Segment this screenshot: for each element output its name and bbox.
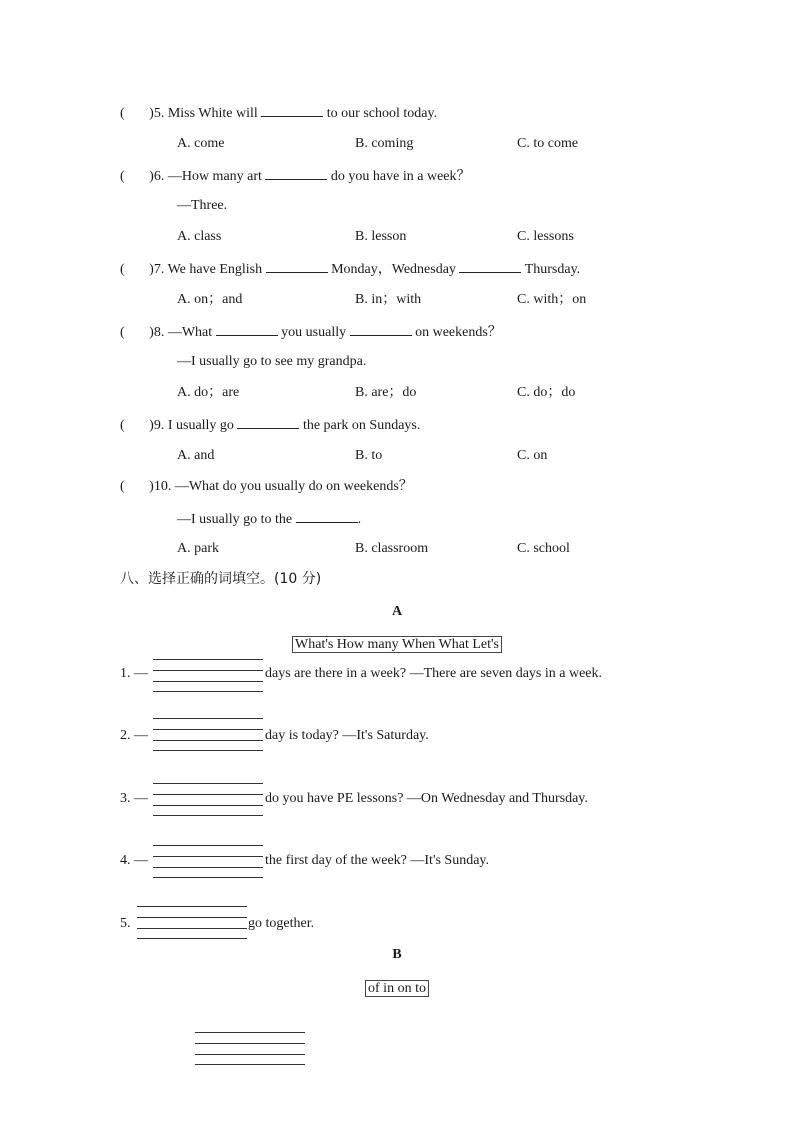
fill-item-text: the first day of the week? —It's Sunday.	[265, 853, 489, 868]
question-number: 6.	[153, 169, 165, 184]
question-7	[120, 260, 580, 278]
part-b-label: B	[392, 947, 402, 962]
option-a[interactable]: A. on；and	[177, 292, 243, 307]
question-stem: do you have in a week？	[330, 169, 471, 184]
dialogue-reply: —Three.	[177, 198, 228, 213]
option-b[interactable]: B. are；do	[355, 385, 417, 400]
question-number: 5.	[153, 106, 165, 121]
dialogue-reply	[177, 510, 361, 528]
question-stem: —What	[167, 325, 213, 340]
answer-paren[interactable]: ( )	[120, 325, 154, 340]
writing-lines[interactable]	[153, 718, 263, 751]
answer-paren[interactable]: ( )	[120, 418, 154, 433]
dialogue-reply: —I usually go to see my grandpa.	[177, 354, 367, 369]
question-stem: —How many art	[167, 169, 262, 184]
writing-lines[interactable]	[137, 906, 247, 939]
section-title: 八、选择正确的词填空。(10 分)	[120, 571, 322, 587]
fill-item-number: 5.	[120, 916, 131, 931]
option-c[interactable]: C. do；do	[517, 385, 576, 400]
option-c[interactable]: C. on	[517, 448, 548, 463]
answer-paren[interactable]: ( )	[120, 106, 154, 121]
option-a[interactable]: A. park	[177, 541, 219, 556]
option-c[interactable]: C. to come	[517, 136, 579, 151]
option-a[interactable]: A. come	[177, 136, 225, 151]
question-stem: you usually	[281, 325, 347, 340]
option-a[interactable]: A. and	[177, 448, 215, 463]
question-number: 9.	[153, 418, 165, 433]
question-8	[120, 323, 502, 341]
question-stem: the park on Sundays.	[302, 418, 421, 433]
question-10	[120, 479, 413, 495]
reply-text: .	[357, 512, 362, 527]
writing-lines[interactable]	[153, 659, 263, 692]
question-stem: Thursday.	[524, 262, 581, 277]
option-a[interactable]: A. do；are	[177, 385, 240, 400]
word-bank-b	[0, 980, 794, 997]
writing-lines[interactable]	[153, 845, 263, 878]
question-stem: Miss White will	[167, 106, 258, 121]
question-stem: —What do you usually do on weekends？	[174, 479, 413, 494]
answer-paren[interactable]: ( )	[120, 479, 154, 494]
word-bank-box: of in on to	[365, 980, 429, 997]
answer-blank[interactable]	[261, 104, 323, 117]
answer-blank[interactable]	[266, 260, 328, 273]
answer-blank[interactable]	[265, 167, 327, 180]
part-a-label: A	[391, 604, 403, 619]
fill-item-text: days are there in a week? —There are seven days in a week.	[265, 666, 602, 681]
question-number: 7.	[153, 262, 165, 277]
reply-text: —I usually go to the	[177, 512, 293, 527]
fill-item-text: do you have PE lessons? —On Wednesday and Thursday.	[265, 791, 588, 806]
question-6	[120, 167, 471, 185]
option-a[interactable]: A. class	[177, 229, 222, 244]
option-b[interactable]: B. coming	[355, 136, 414, 151]
answer-blank[interactable]	[237, 416, 299, 429]
question-number: 8.	[153, 325, 165, 340]
question-stem: Monday，Wednesday	[331, 262, 456, 277]
question-number: 10.	[153, 479, 172, 494]
fill-item-text: day is today? —It's Saturday.	[265, 728, 429, 743]
answer-blank[interactable]	[459, 260, 521, 273]
answer-blank[interactable]	[350, 323, 412, 336]
option-b[interactable]: B. classroom	[355, 541, 429, 556]
question-5	[120, 104, 437, 122]
option-c[interactable]: C. lessons	[517, 229, 574, 244]
option-c[interactable]: C. with；on	[517, 292, 587, 307]
word-bank-a	[0, 636, 794, 653]
option-b[interactable]: B. to	[355, 448, 383, 463]
question-stem: We have English	[167, 262, 263, 277]
writing-lines[interactable]	[195, 1032, 305, 1065]
word-bank-box: What's How many When What Let's	[292, 636, 502, 653]
question-9	[120, 416, 420, 434]
question-stem: on weekends？	[415, 325, 502, 340]
answer-blank[interactable]	[216, 323, 278, 336]
fill-item-number: 1. —	[120, 666, 148, 681]
fill-item-text: go together.	[248, 916, 315, 931]
question-stem: I usually go	[167, 418, 234, 433]
question-stem: to our school today.	[326, 106, 438, 121]
option-b[interactable]: B. lesson	[355, 229, 407, 244]
answer-paren[interactable]: ( )	[120, 169, 154, 184]
fill-item-number: 2. —	[120, 728, 148, 743]
writing-lines[interactable]	[153, 783, 263, 816]
answer-paren[interactable]: ( )	[120, 262, 154, 277]
fill-item-number: 4. —	[120, 853, 148, 868]
fill-item-number: 3. —	[120, 791, 148, 806]
option-b[interactable]: B. in；with	[355, 292, 422, 307]
option-c[interactable]: C. school	[517, 541, 570, 556]
answer-blank[interactable]	[296, 510, 358, 523]
